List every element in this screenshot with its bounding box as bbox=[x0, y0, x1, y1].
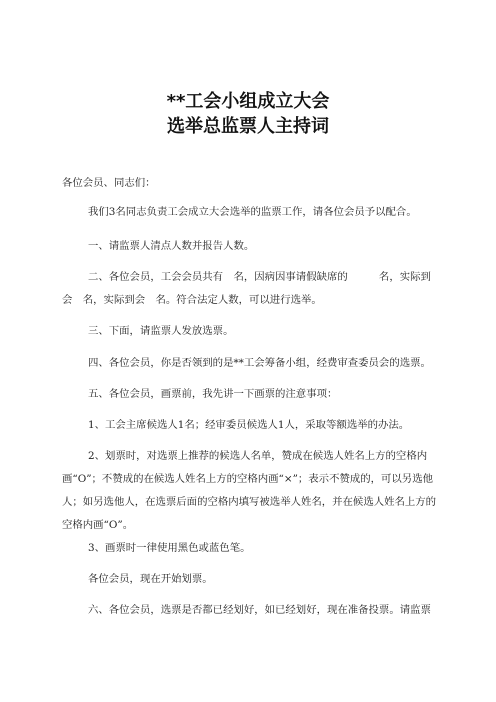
paragraph-rule-2: 2、划票时，对选票上推荐的候选人名单，赞成在候选人姓名上方的空格内画“O”；不赞成的在候选人姓名上方的空格内画“×”；表示不赞成的，可以另选他人；如另选他人，在选票后面的空格内填写被选举人姓名，并在候选人姓名上方的空格内画“O”。 bbox=[62, 450, 437, 531]
paragraph-item-4: 四、各位会员，你是否领到的是**工会筹备小组，经费审查委员会的选票。 bbox=[88, 357, 431, 369]
document-subtitle: 选举总监票人主持词 bbox=[167, 116, 329, 137]
paragraph-begin-voting: 各位会员，现在开始划票。 bbox=[88, 573, 213, 585]
paragraph-item-5: 五、各位会员，画票前，我先讲一下画票的注意事项： bbox=[88, 388, 338, 400]
greeting: 各位会员、同志们： bbox=[62, 177, 156, 189]
paragraph-item-2: 二、各位会员，工会会员共有 名，因病因事请假缺席的 名，实际到会 名，实际到会 名。符合法定人数，可以进行选举。 bbox=[62, 271, 431, 306]
document-title: **工会小组成立大会 bbox=[166, 91, 330, 112]
paragraph-rule-3: 3、画票时一律使用黑色或蓝色笔。 bbox=[88, 542, 251, 554]
paragraph-intro: 我们3名同志负责工会成立大会选举的监票工作，请各位会员予以配合。 bbox=[88, 206, 417, 218]
paragraph-item-6: 六、各位会员，选票是否都已经划好，如已经划好，现在准备投票。请监票 bbox=[88, 604, 431, 616]
paragraph-item-1: 一、请监票人清点人数并报告人数。 bbox=[88, 240, 255, 252]
paragraph-rule-1: 1、工会主席候选人1名；经审委员候选人1人，采取等额选举的办法。 bbox=[88, 419, 410, 431]
paragraph-item-3: 三、下面，请监票人发放选票。 bbox=[88, 325, 234, 337]
